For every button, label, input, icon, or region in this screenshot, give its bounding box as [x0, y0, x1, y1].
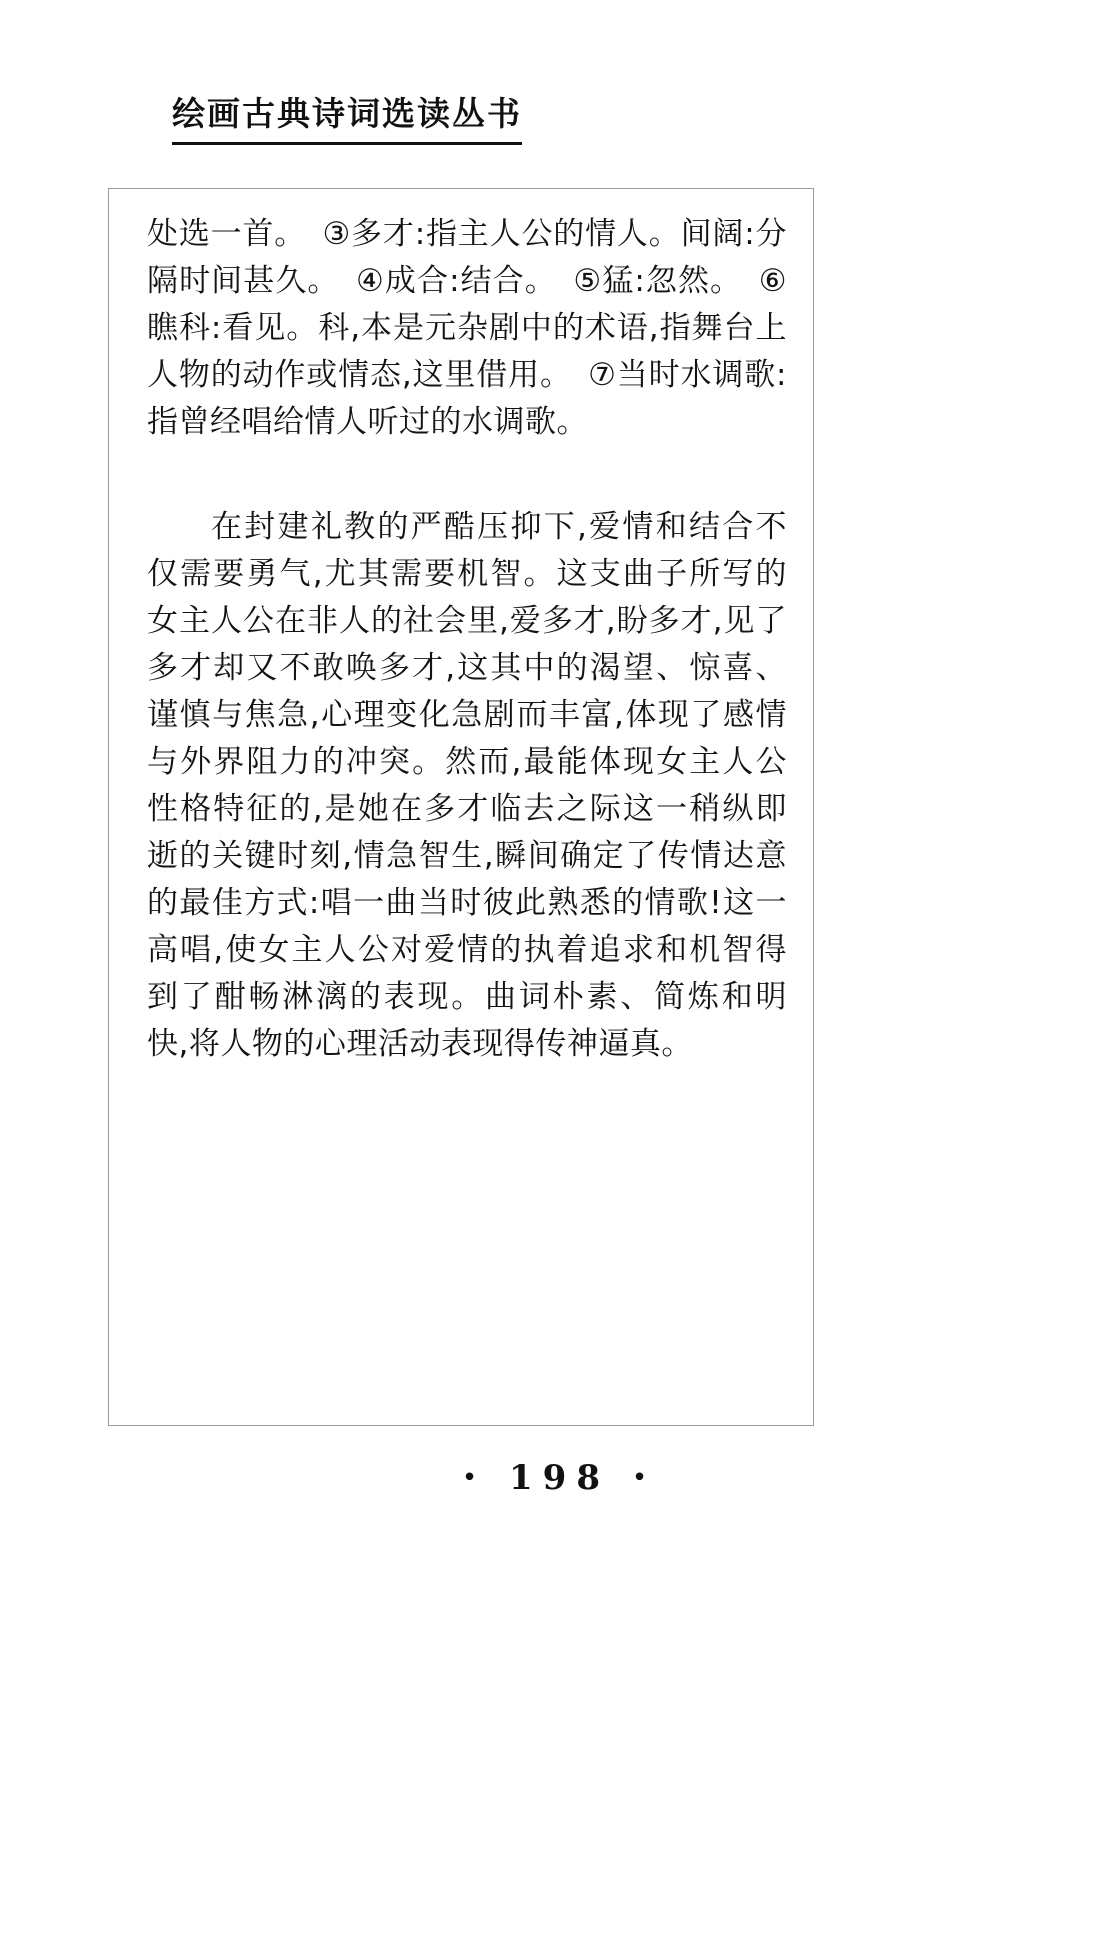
page-number-footer [0, 1458, 1119, 1498]
annotation-paragraph: 处选一首。 ③多才:指主人公的情人。间阔:分隔时间甚久。 ④成合:结合。 ⑤猛:忽然。 ⑥瞧科:看见。科,本是元杂剧中的术语,指舞台上人物的动作或情态,这里借用。 ⑦当时水调歌:指曾经唱给情人听过的水调歌。 [147, 216, 787, 440]
body-text-block [147, 211, 787, 1068]
series-title-header: 绘画古典诗词选读丛书 [172, 88, 522, 145]
footer-dot-right: • [631, 1463, 658, 1493]
footer-dot-left: • [461, 1463, 488, 1493]
page-number-value: 198 [509, 1458, 610, 1498]
commentary-paragraph: 在封建礼教的严酷压抑下,爱情和结合不仅需要勇气,尤其需要机智。这支曲子所写的女主人公在非人的社会里,爱多才,盼多才,见了多才却又不敢唤多才,这其中的渴望、惊喜、谨慎与焦急,心理变化急剧而丰富,体现了感情与外界阻力的冲突。然而,最能体现女主人公性格特征的,是她在多才临去之际这一稍纵即逝的关键时刻,情急智生,瞬间确定了传情达意的最佳方式:唱一曲当时彼此熟悉的情歌!这一高唱,使女主人公对爱情的执着追求和机智得到了酣畅淋漓的表现。曲词朴素、简炼和明快,将人物的心理活动表现得传神逼真。 [147, 509, 787, 1062]
text-frame-border [108, 188, 814, 1426]
